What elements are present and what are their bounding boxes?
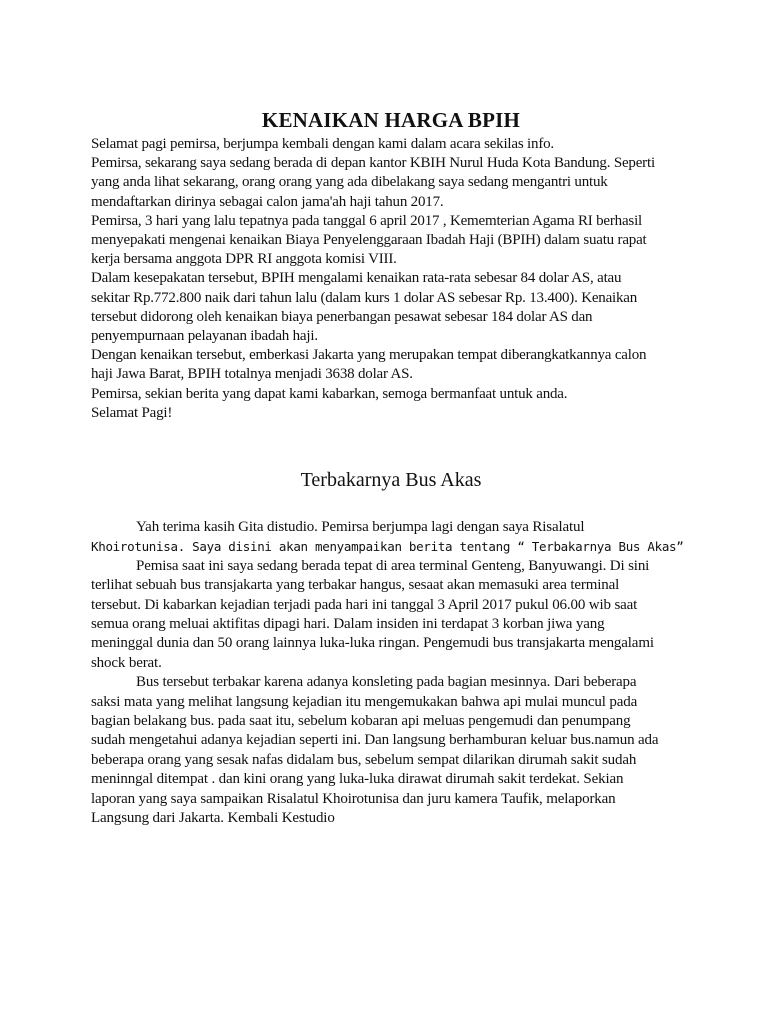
text-line: shock berat. [91,654,162,671]
text-line: Selamat Pagi! [91,404,173,421]
text-line: saksi mata yang melihat langsung kejadian itu mengemukakan bahwa api mulai muncul pada [91,693,638,710]
article-bpih [91,106,691,423]
text-line: mendaftarkan dirinya sebagai calon jama'ah haji tahun 2017. [91,193,444,210]
text-line: Pemirsa, sekarang saya sedang berada di depan kantor KBIH Nurul Huda Kota Bandung. Seperti [91,155,655,172]
text-line: Yah terima kasih Gita distudio. Pemirsa berjumpa lagi dengan saya Risalatul [136,519,585,535]
text-line: beberapa orang yang sesak nafas didalam bus, sebelum sempat dilarikan dirumah sakit sudah [91,751,637,768]
article-body-bus-akas [91,518,691,829]
text-line: Khoirotunisa. Saya disini akan menyampaikan berita tentang “ Terbakarnya Bus Akas” [91,539,684,555]
text-line: Dalam kesepakatan tersebut, BPIH mengalami kenaikan rata-rata sebesar 84 dolar AS, atau [91,270,622,287]
text-line: kerja bersama anggota DPR RI anggota komisi VIII. [91,251,397,268]
article-title-bus-akas: Terbakarnya Bus Akas [300,469,482,491]
text-line: laporan yang saya sampaikan Risalatul Khoirotunisa dan juru kamera Taufik, melaporkan [91,790,616,807]
text-line: Pemirsa, sekian berita yang dapat kami kabarkan, semoga bermanfaat untuk anda. [91,385,568,402]
text-line: Bus tersebut terbakar karena adanya konsleting pada bagian mesinnya. Dari beberapa [136,674,637,691]
text-line: Pemirsa, 3 hari yang lalu tepatnya pada tanggal 6 april 2017 , Kememterian Agama RI berhasil [91,212,643,229]
text-line: Selamat pagi pemirsa, berjumpa kembali dengan kami dalam acara sekilas info. [91,136,554,152]
text-line: semua orang meluai aktifitas dipagi hari. Dalam insiden ini terdapat 3 korban jiwa yang [91,616,605,633]
text-line: sekitar Rp.772.800 naik dari tahun lalu (dalam kurs 1 dolar AS sebesar Rp. 13.400). Kenaikan [91,289,638,306]
text-line: meninggal dunia dan 50 orang lainnya luka-luka ringan. Pengemudi bus transjakarta mengalami [91,635,654,652]
text-line: Pemisa saat ini saya sedang berada tepat di area terminal Genteng, Banyuwangi. Di sini [136,557,650,574]
text-line: bagian belakang bus. pada saat itu, sebelum kobaran api meluas pengemudi dan penumpang [91,713,631,730]
text-line: tersebut. Di kabarkan kejadian terjadi pada hari ini tanggal 3 April 2017 pukul 06.00 wib saat [91,596,638,613]
text-line: yang anda lihat sekarang, orang orang yang ada dibelakang saya sedang mengantri untuk [91,174,608,191]
text-line: tersebut didorong oleh kenaikan biaya penerbangan pesawat sebesar 184 dolar AS dan [91,308,593,325]
text-line: haji Jawa Barat, BPIH totalnya menjadi 3638 dolar AS. [91,366,413,383]
text-line: Dengan kenaikan tersebut, emberkasi Jakarta yang merupakan tempat diberangkatkannya calon [91,347,647,364]
text-line: penyempurnaan pelayanan ibadah haji. [91,328,318,345]
article-title-bpih: KENAIKAN HARGA BPIH [261,108,521,132]
text-line: menyepakati mengenai kenaikan Biaya Penyelenggaraan Ibadah Haji (BPIH) dalam suatu rapat [91,232,647,249]
text-line: meninngal ditempat . dan kini orang yang luka-luka dirawat dirumah sakit terdekat. Sekian [91,771,624,788]
article-bus-akas [91,466,691,829]
text-line: terlihat sebuah bus transjakarta yang terbakar hangus, sesaat akan memasuki area terminal [91,577,620,594]
text-line: sudah mengetahui adanya kejadian seperti ini. Dan langsung berhamburan keluar bus.namun ada [91,732,659,749]
text-line: Langsung dari Jakarta. Kembali Kestudio [91,810,335,827]
article-body-bpih [91,135,691,423]
